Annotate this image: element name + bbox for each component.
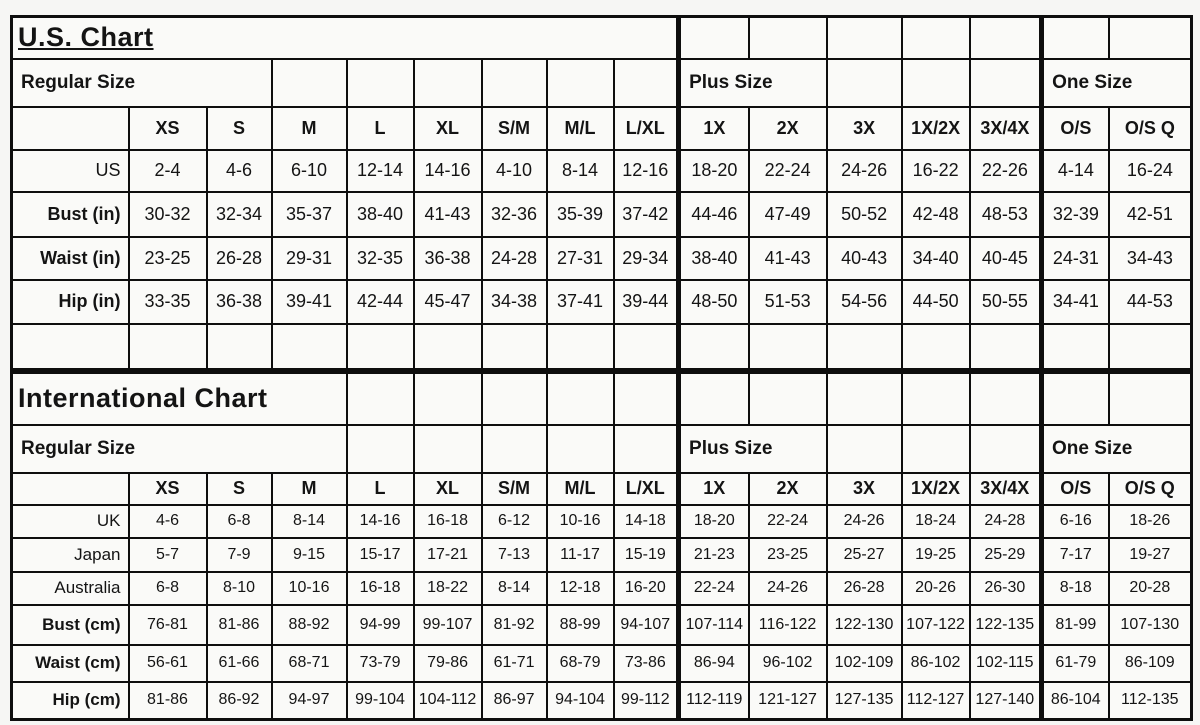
one-size-header: One Size [1042,59,1192,107]
size-cell: 18-22 [414,572,482,605]
size-cell: 23-25 [129,237,207,280]
table-row [12,605,1192,645]
size-cell: 6-12 [482,505,547,538]
column-header: M [272,473,347,505]
size-cell: 50-55 [970,280,1042,324]
size-cell: 18-24 [902,505,970,538]
size-cell: 24-26 [827,505,902,538]
size-cell: 19-25 [902,538,970,572]
empty-cell [902,324,970,370]
empty-cell [547,373,614,425]
empty-cell [547,324,614,370]
empty-cell [749,373,827,425]
size-cell: 116-122 [749,605,827,645]
column-header: 3X/4X [970,473,1042,505]
empty-cell [970,373,1042,425]
size-cell: 99-112 [614,682,679,720]
row-label: Bust (cm) [12,605,129,645]
size-cell: 10-16 [547,505,614,538]
size-cell: 16-18 [414,505,482,538]
size-cell: 45-47 [414,280,482,324]
one-size-header: One Size [1042,425,1192,473]
empty-cell [827,425,902,473]
regular-size-header: Regular Size [12,59,272,107]
table-row [12,324,1192,370]
column-header: 1X/2X [902,107,970,150]
empty-cell [614,59,679,107]
table-row [12,682,1192,720]
size-cell: 61-79 [1042,645,1109,682]
size-cell: 41-43 [749,237,827,280]
size-cell: 61-66 [207,645,272,682]
column-header: L [347,473,414,505]
empty-cell [414,324,482,370]
column-header: XS [129,473,207,505]
size-cell: 7-17 [1042,538,1109,572]
table-row [12,107,1192,150]
empty-cell [679,324,749,370]
size-cell: 107-114 [679,605,749,645]
size-cell: 11-17 [547,538,614,572]
table-row [12,505,1192,538]
size-cell: 86-109 [1109,645,1192,682]
column-header: S [207,473,272,505]
size-cell: 6-8 [207,505,272,538]
empty-cell [272,324,347,370]
size-cell: 36-38 [414,237,482,280]
size-cell: 50-52 [827,192,902,237]
column-header: O/S Q [1109,473,1192,505]
size-cell: 121-127 [749,682,827,720]
size-cell: 112-135 [1109,682,1192,720]
empty-cell [827,373,902,425]
empty-cell [129,324,207,370]
column-header: XS [129,107,207,150]
size-cell: 21-23 [679,538,749,572]
column-header: 2X [749,473,827,505]
size-cell: 94-107 [614,605,679,645]
empty-cell [827,59,902,107]
size-cell: 26-28 [207,237,272,280]
size-cell: 86-94 [679,645,749,682]
empty-cell [414,425,482,473]
table-row [12,645,1192,682]
row-label: Japan [12,538,129,572]
empty-cell [970,59,1042,107]
empty-cell [1109,324,1192,370]
size-cell: 26-30 [970,572,1042,605]
empty-cell [347,373,414,425]
size-cell: 81-86 [129,682,207,720]
size-cell: 24-26 [749,572,827,605]
size-cell: 8-14 [272,505,347,538]
empty-cell [827,324,902,370]
size-cell: 6-16 [1042,505,1109,538]
column-header: L/XL [614,107,679,150]
size-cell: 12-18 [547,572,614,605]
empty-cell [1042,373,1109,425]
size-cell: 12-16 [614,150,679,192]
column-header: XL [414,107,482,150]
empty-cell [547,425,614,473]
size-cell: 81-86 [207,605,272,645]
size-cell: 112-119 [679,682,749,720]
size-cell: 107-122 [902,605,970,645]
table-row [12,192,1192,237]
size-cell: 86-104 [1042,682,1109,720]
size-cell: 8-18 [1042,572,1109,605]
size-cell: 76-81 [129,605,207,645]
empty-cell [902,59,970,107]
size-cell: 42-48 [902,192,970,237]
size-cell: 25-29 [970,538,1042,572]
empty-cell [272,59,347,107]
size-cell: 24-31 [1042,237,1109,280]
size-cell: 107-130 [1109,605,1192,645]
size-cell: 4-10 [482,150,547,192]
size-cell: 6-8 [129,572,207,605]
row-label: Waist (in) [12,237,129,280]
empty-cell [902,425,970,473]
size-cell: 81-99 [1042,605,1109,645]
table-row [12,572,1192,605]
empty-cell [12,473,129,505]
size-cell: 14-16 [347,505,414,538]
size-cell: 15-19 [614,538,679,572]
empty-cell [12,324,129,370]
empty-cell [614,373,679,425]
size-cell: 94-97 [272,682,347,720]
size-cell: 20-26 [902,572,970,605]
size-cell: 40-43 [827,237,902,280]
empty-cell [970,324,1042,370]
size-cell: 38-40 [347,192,414,237]
size-cell: 20-28 [1109,572,1192,605]
chart-title: International Chart [12,373,347,425]
size-cell: 27-31 [547,237,614,280]
column-header: L [347,107,414,150]
size-cell: 17-21 [414,538,482,572]
empty-cell [347,324,414,370]
size-cell: 86-97 [482,682,547,720]
size-cell: 86-92 [207,682,272,720]
size-cell: 34-38 [482,280,547,324]
empty-cell [414,373,482,425]
size-cell: 104-112 [414,682,482,720]
size-cell: 51-53 [749,280,827,324]
size-cell: 24-28 [482,237,547,280]
size-cell: 37-41 [547,280,614,324]
column-header: 1X [679,107,749,150]
column-header: M [272,107,347,150]
size-cell: 14-18 [614,505,679,538]
size-cell: 73-86 [614,645,679,682]
column-header: O/S [1042,473,1109,505]
empty-cell [482,425,547,473]
size-cell: 23-25 [749,538,827,572]
size-cell: 10-16 [272,572,347,605]
empty-cell [1042,324,1109,370]
column-header: 2X [749,107,827,150]
empty-cell [749,17,827,59]
size-cell: 7-9 [207,538,272,572]
column-header: M/L [547,473,614,505]
size-cell: 102-109 [827,645,902,682]
size-cell: 88-99 [547,605,614,645]
size-cell: 22-24 [749,505,827,538]
table-row [12,373,1192,425]
size-cell: 81-92 [482,605,547,645]
size-cell: 102-115 [970,645,1042,682]
size-cell: 36-38 [207,280,272,324]
size-cell: 2-4 [129,150,207,192]
column-header: XL [414,473,482,505]
us-size-table [10,15,1193,371]
table-row [12,473,1192,505]
empty-cell [207,324,272,370]
size-cell: 127-135 [827,682,902,720]
size-cell: 112-127 [902,682,970,720]
size-cell: 47-49 [749,192,827,237]
size-cell: 73-79 [347,645,414,682]
column-header: 3X/4X [970,107,1042,150]
column-header: 3X [827,473,902,505]
size-cell: 16-20 [614,572,679,605]
empty-cell [902,373,970,425]
column-header: 1X [679,473,749,505]
size-cell: 38-40 [679,237,749,280]
empty-cell [482,324,547,370]
size-cell: 25-27 [827,538,902,572]
size-cell: 22-24 [749,150,827,192]
size-cell: 56-61 [129,645,207,682]
table-row [12,237,1192,280]
size-cell: 5-7 [129,538,207,572]
size-cell: 48-53 [970,192,1042,237]
size-cell: 39-44 [614,280,679,324]
size-cell: 32-36 [482,192,547,237]
table-row [12,150,1192,192]
size-cell: 19-27 [1109,538,1192,572]
empty-cell [347,425,414,473]
table-row [12,425,1192,473]
empty-cell [614,425,679,473]
size-cell: 34-43 [1109,237,1192,280]
size-cell: 7-13 [482,538,547,572]
column-header: O/S [1042,107,1109,150]
size-cell: 44-46 [679,192,749,237]
size-cell: 35-37 [272,192,347,237]
size-cell: 99-104 [347,682,414,720]
size-cell: 14-16 [414,150,482,192]
column-header: S/M [482,473,547,505]
size-cell: 32-35 [347,237,414,280]
row-label: Bust (in) [12,192,129,237]
size-cell: 40-45 [970,237,1042,280]
size-cell: 4-14 [1042,150,1109,192]
size-cell: 96-102 [749,645,827,682]
size-cell: 29-31 [272,237,347,280]
empty-cell [347,59,414,107]
size-cell: 4-6 [207,150,272,192]
size-cell: 30-32 [129,192,207,237]
size-cell: 16-22 [902,150,970,192]
empty-cell [482,59,547,107]
size-cell: 8-14 [547,150,614,192]
size-cell: 35-39 [547,192,614,237]
plus-size-header: Plus Size [679,425,827,473]
row-label: US [12,150,129,192]
column-header: 3X [827,107,902,150]
size-cell: 41-43 [414,192,482,237]
size-cell: 33-35 [129,280,207,324]
size-cell: 12-14 [347,150,414,192]
size-cell: 61-71 [482,645,547,682]
size-cell: 29-34 [614,237,679,280]
column-header: M/L [547,107,614,150]
size-cell: 86-102 [902,645,970,682]
size-cell: 15-17 [347,538,414,572]
column-header: S [207,107,272,150]
size-cell: 48-50 [679,280,749,324]
international-size-table [10,371,1193,721]
table-row [12,59,1192,107]
size-cell: 6-10 [272,150,347,192]
empty-cell [679,373,749,425]
size-cell: 88-92 [272,605,347,645]
empty-cell [679,17,749,59]
empty-cell [1109,373,1192,425]
empty-cell [547,59,614,107]
empty-cell [414,59,482,107]
row-label: UK [12,505,129,538]
column-header: 1X/2X [902,473,970,505]
size-cell: 99-107 [414,605,482,645]
size-cell: 127-140 [970,682,1042,720]
empty-cell [827,17,902,59]
row-label: Australia [12,572,129,605]
size-cell: 16-18 [347,572,414,605]
column-header: O/S Q [1109,107,1192,150]
empty-cell [1042,17,1109,59]
size-cell: 18-20 [679,505,749,538]
size-cell: 54-56 [827,280,902,324]
empty-cell [1109,17,1192,59]
size-cell: 34-41 [1042,280,1109,324]
size-cell: 8-14 [482,572,547,605]
empty-cell [749,324,827,370]
empty-cell [482,373,547,425]
size-cell: 68-79 [547,645,614,682]
empty-cell [970,17,1042,59]
size-cell: 18-26 [1109,505,1192,538]
size-cell: 24-28 [970,505,1042,538]
size-cell: 32-39 [1042,192,1109,237]
table-row [12,538,1192,572]
size-cell: 94-104 [547,682,614,720]
size-cell: 68-71 [272,645,347,682]
column-header: L/XL [614,473,679,505]
size-cell: 22-26 [970,150,1042,192]
size-cell: 122-135 [970,605,1042,645]
size-cell: 122-130 [827,605,902,645]
size-cell: 44-53 [1109,280,1192,324]
row-label: Hip (in) [12,280,129,324]
regular-size-header: Regular Size [12,425,347,473]
size-cell: 4-6 [129,505,207,538]
size-cell: 8-10 [207,572,272,605]
size-cell: 9-15 [272,538,347,572]
column-header: S/M [482,107,547,150]
row-label: Hip (cm) [12,682,129,720]
size-cell: 32-34 [207,192,272,237]
size-cell: 79-86 [414,645,482,682]
size-cell: 39-41 [272,280,347,324]
size-cell: 94-99 [347,605,414,645]
chart-title: U.S. Chart [12,17,679,59]
size-cell: 37-42 [614,192,679,237]
size-cell: 26-28 [827,572,902,605]
table-row [12,17,1192,59]
row-label: Waist (cm) [12,645,129,682]
empty-cell [614,324,679,370]
size-cell: 42-44 [347,280,414,324]
size-cell: 16-24 [1109,150,1192,192]
size-cell: 24-26 [827,150,902,192]
size-cell: 44-50 [902,280,970,324]
size-cell: 42-51 [1109,192,1192,237]
size-cell: 22-24 [679,572,749,605]
empty-cell [902,17,970,59]
plus-size-header: Plus Size [679,59,827,107]
empty-cell [12,107,129,150]
table-row [12,280,1192,324]
size-cell: 18-20 [679,150,749,192]
empty-cell [970,425,1042,473]
size-cell: 34-40 [902,237,970,280]
